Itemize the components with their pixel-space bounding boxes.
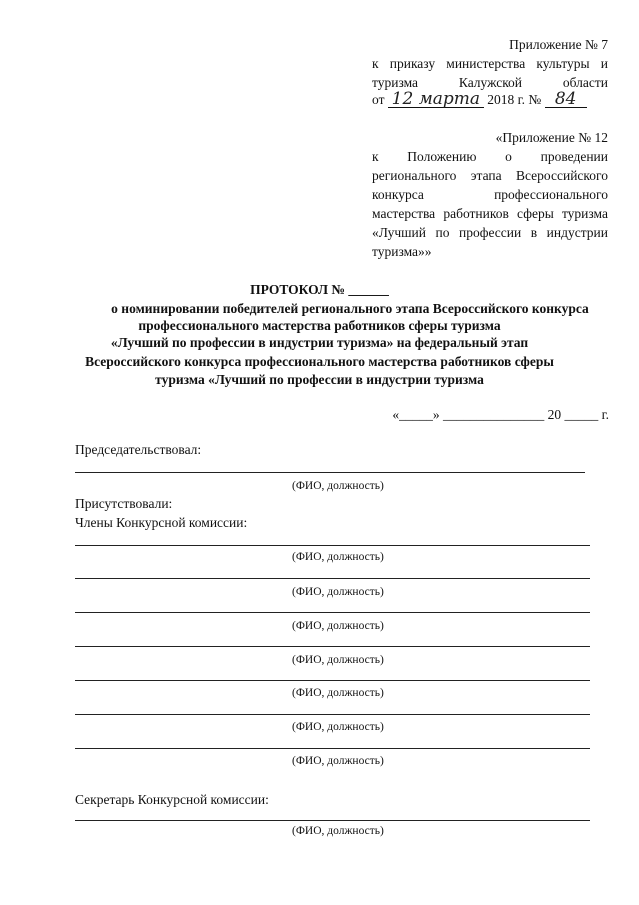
- year-suffix: 2018 г. №: [487, 92, 542, 107]
- appendix-12-line-3: конкурса профессионального: [372, 187, 608, 202]
- member-caption-2: (ФИО, должность): [292, 586, 384, 598]
- appendix-12-title: «Приложение № 12: [495, 130, 608, 145]
- member-line-4: [75, 646, 590, 647]
- member-caption-6: (ФИО, должность): [292, 721, 384, 733]
- member-caption-4: (ФИО, должность): [292, 654, 384, 666]
- protocol-subtitle-1: о номинировании победителей регионального этапа Всероссийского конкурса: [111, 301, 589, 316]
- protocol-date-line: «_____» _______________ 20 _____ г.: [392, 407, 609, 422]
- date-prefix: от: [372, 92, 385, 107]
- member-line-7: [75, 748, 590, 749]
- chair-label: Председательствовал:: [75, 442, 202, 457]
- member-caption-7: (ФИО, должность): [292, 755, 384, 767]
- member-caption-5: (ФИО, должность): [292, 687, 384, 699]
- secretary-signature-line: [75, 820, 590, 821]
- present-label: Присутствовали:: [75, 496, 173, 511]
- protocol-subtitle-2: профессионального мастерства работников сферы туризма: [138, 318, 501, 333]
- appendix-12-line-5: «Лучший по профессии в индустрии: [372, 225, 608, 240]
- members-label: Члены Конкурсной комиссии:: [75, 515, 248, 530]
- member-caption-1: (ФИО, должность): [292, 551, 384, 563]
- appendix-7-line-2: туризма Калужской области: [372, 75, 608, 90]
- appendix-7-title: Приложение № 7: [509, 37, 608, 52]
- appendix-12-line-6: туризма»»: [372, 244, 432, 259]
- protocol-subtitle-3: «Лучший по профессии в индустрии туризма» на федеральный этап: [110, 335, 529, 350]
- protocol-title: ПРОТОКОЛ № ______: [250, 282, 389, 297]
- appendix-12-line-2: регионального этапа Всероссийского: [372, 168, 608, 183]
- member-caption-3: (ФИО, должность): [292, 620, 384, 632]
- appendix-12-line-1: к Положению о проведении: [372, 149, 608, 164]
- appendix-12-line-4: мастерства работников сферы туризма: [372, 206, 608, 221]
- protocol-subtitle-5: туризма «Лучший по профессии в индустрии туризма: [155, 372, 484, 387]
- member-line-5: [75, 680, 590, 681]
- appendix-7-date-line: [372, 90, 612, 109]
- member-line-3: [75, 612, 590, 613]
- appendix-7-line-1: к приказу министерства культуры и: [372, 56, 608, 71]
- handwritten-date: 12 марта: [388, 91, 484, 108]
- secretary-label: Секретарь Конкурсной комиссии:: [75, 792, 269, 807]
- member-line-6: [75, 714, 590, 715]
- protocol-subtitle-4: Всероссийского конкурса профессионального мастерства работников сферы: [85, 354, 554, 369]
- member-line-1: [75, 545, 590, 546]
- chair-signature-line: [75, 472, 585, 473]
- chair-caption: (ФИО, должность): [292, 480, 384, 492]
- member-line-2: [75, 578, 590, 579]
- secretary-caption: (ФИО, должность): [292, 825, 384, 837]
- handwritten-order-number: 84: [545, 91, 587, 108]
